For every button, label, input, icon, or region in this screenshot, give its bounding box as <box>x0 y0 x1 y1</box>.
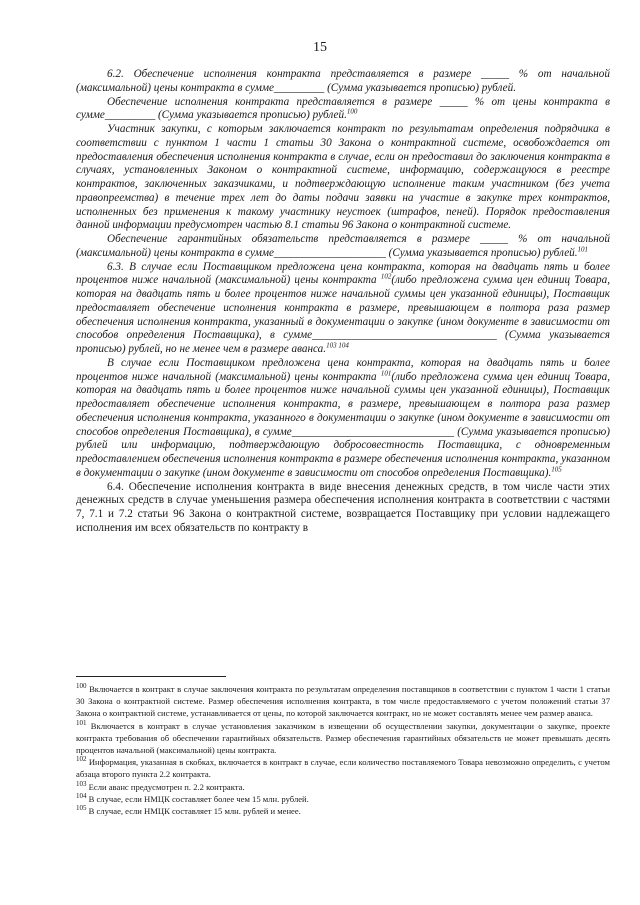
paragraph-text: (либо предложена сумма цен единиц Товара, которая на двадцать пять и более процентов ниже начальной суммы цен указанной единицы), Поставщик предоставляет обеспечение исполнения контракта в размере, превышающем в полтора раза размер обеспечения исполнения контракта, указанный в документации о закупке (ином документе в зависимости от способов определения Поставщика), в сумме_________________________________ (Сумма указывается прописью) рублей, но не менее чем в размере аванса. <box>76 274 610 355</box>
contract-body-text <box>76 68 610 536</box>
paragraph-p6 <box>76 357 610 481</box>
footnote-ref: 102 <box>380 272 392 281</box>
footnote-number: 100 <box>76 682 87 691</box>
footnote-number: 101 <box>76 718 87 727</box>
paragraph-text: 6.4. Обеспечение исполнения контракта в виде внесения денежных средств, в том числе части этих денежных средств в случае уменьшения размера обеспечения исполнения контракта в соответствии с частями 7, 7.1 и 7.2 статьи 96 Закона о контрактной системе, возвращается Поставщику при условии надлежащего исполнения им всех обязательств по контракту в <box>76 480 610 534</box>
footnote-103 <box>76 781 610 793</box>
footnote-100 <box>76 683 610 720</box>
footnote-text: Если аванс предусмотрен п. 2.2 контракта. <box>86 781 245 792</box>
footnote-text: Информация, указанная в скобках, включается в контракт в случае, если количество поставляемого Товара невозможно определить, с учетом абзаца второго пункта 2.2 контракта. <box>76 757 610 780</box>
paragraph-text: 6.2. Обеспечение исполнения контракта представляется в размере _____ % от начальной (максимальной) цены контракта в сумме_________ (Сумма указывается прописью) рублей. <box>76 68 610 94</box>
footnote-ref: 101 <box>380 368 392 377</box>
footnote-101 <box>76 720 610 757</box>
footnote-ref: 103 104 <box>326 341 349 350</box>
footnote-number: 103 <box>76 779 87 788</box>
footnote-105 <box>76 805 610 817</box>
paragraph-text: Обеспечение исполнения контракта представляется в размере _____ % от цены контракта в сумме_________ (Сумма указывается прописью) рублей. <box>76 95 610 122</box>
paragraph-p4 <box>76 233 610 261</box>
footnote-number: 105 <box>76 804 87 813</box>
paragraph-p3 <box>76 123 610 233</box>
page-number: 15 <box>313 40 327 55</box>
footnote-text: В случае, если НМЦК составляет более чем 15 млн. рублей. <box>86 793 309 804</box>
paragraph-p5 <box>76 261 610 357</box>
footnote-text: В случае, если НМЦК составляет 15 млн. рублей и менее. <box>86 806 301 817</box>
footnote-102 <box>76 756 610 780</box>
paragraph-p1 <box>76 68 610 96</box>
paragraph-text: В случае если Поставщиком предложена цена контракта, которая на двадцать пять и более процентов ниже начальной (максимальной) цены контракта <box>76 356 610 383</box>
paragraph-p2 <box>76 96 610 124</box>
paragraph-text: Участник закупки, с которым заключается контракт по результатам определения подрядчика в соответствии с пунктом 1 части 1 статьи 30 Закона о контрактной системе, освобождается от предоставления обеспечения исполнения контракта в случае, если он предоставил до заключения контракта в случаях, установленных Законом о контрактной системе, информацию, содержащуюся в реестре контрактов, заключенных заказчиками, и подтверждающую исполнение таким участником (без учета правопреемства) в течение трех лет до даты подачи заявки на участие в закупке трех контрактов, исполненных без применения к такому участнику неустоек (штрафов, пеней). Порядок предоставления данной информации предусмотрен частью 8.1 статьи 96 Закона о контрактной системе. <box>76 123 610 232</box>
footnote-text: Включается в контракт в случае установления заказчиком в извещении об осуществлении закупки, документации о закупке, проекте контракта требования об обеспечении гарантийных обязательств. Размер обеспечения гарантийных обязательств не может превышать десять процентов начальной (максимальной) цены контракта. <box>76 720 610 756</box>
footnote-text: Включается в контракт в случае заключения контракта по результатам определения поставщиков в соответствии с пунктом 1 части 1 статьи 30 Закона о контрактной системе. Размер обеспечения исполнения контракта, в том числе предоставляемого с учетом положений статьи 37 Закона о контрактной системе, устанавливается от цены, по которой заключается контракт, но не может составлять менее чем размер аванса. <box>76 684 610 719</box>
footnote-number: 102 <box>76 755 87 764</box>
footnote-separator <box>76 676 226 677</box>
footnote-104 <box>76 793 610 805</box>
footnote-ref: 101 <box>577 245 589 254</box>
paragraph-text: 6.3. В случае если Поставщиком предложена цена контракта, которая на двадцать пять и более процентов ниже начальной (максимальной) цены контракта <box>76 260 610 287</box>
paragraph-text: (либо предложена сумма цен единиц Товара, которая на двадцать пять и более процентов ниже начальной суммы цен указанной единицы), Поставщик предоставляет обеспечение исполнения контракта, в размере, превышающем в полтора раза размер обеспечения исполнения контракта, указанного в документации о закупке (ином документе в зависимости от способов определения Поставщика), в сумме_____________________________ (Сумма указывается прописью) рублей или информацию, подтверждающую добросовестность Поставщика, с одновременным предоставлением обеспечения исполнения контракта в размере обеспечения исполнения контракта, указанном в документации о закупке (ином документе в зависимости от способов определения Поставщика). <box>76 370 610 479</box>
footnote-ref: 105 <box>551 465 562 474</box>
footnote-ref: 100 <box>346 107 358 116</box>
footnote-number: 104 <box>76 791 87 800</box>
paragraph-text: Обеспечение гарантийных обязательств представляется в размере _____ % от начальной (максимальной) цены контракта в сумме____________________ (Сумма указывается прописью) рублей. <box>76 233 610 259</box>
paragraph-p7 <box>76 481 610 536</box>
footnotes <box>76 683 610 817</box>
